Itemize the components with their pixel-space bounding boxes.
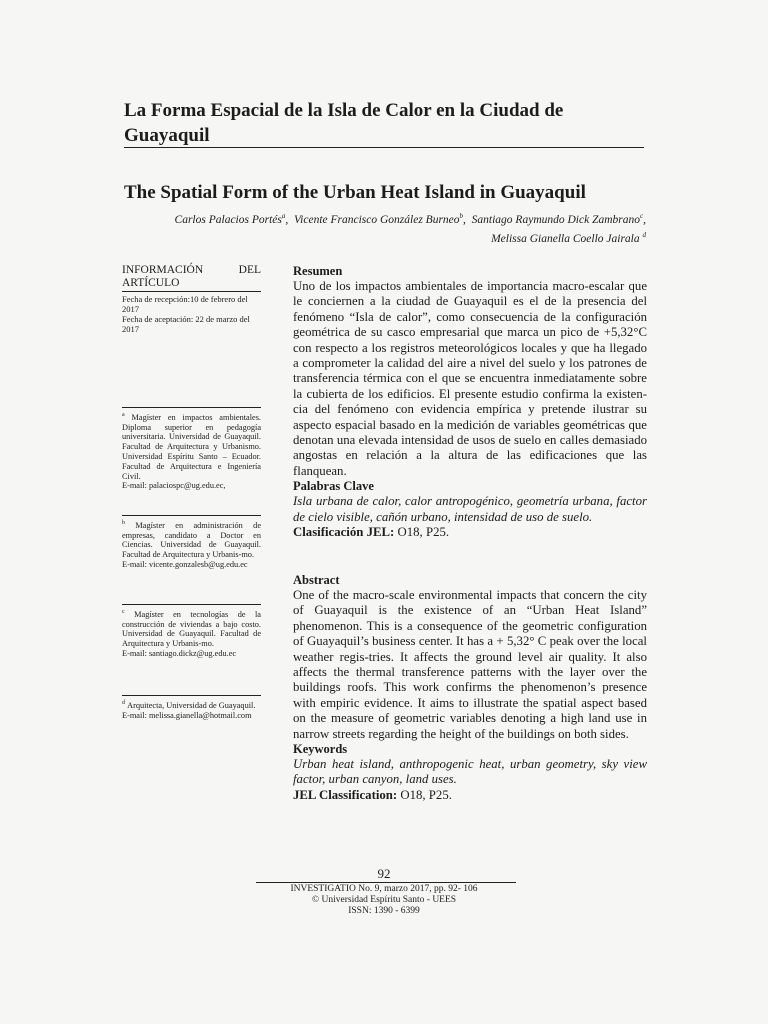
note-text: Magíster en tecnologías de la construcción de viviendas a bajo costo. Universidad de Guayaquil. Facultad de Arquitectura y Urbanis-mo. (122, 609, 261, 649)
author-list: Carlos Palacios Portés$^a$, Vicente Francisco González Burneo$^b$, Santiago Raymundo Dick Zambrano$^c$, Melissa Gianella Coello Jairala $^d$ (174, 212, 646, 245)
affiliation-note-a (122, 407, 261, 491)
accepted-date: Fecha de aceptación: 22 de marzo del 2017 (122, 314, 250, 334)
note-mark: d (122, 700, 125, 706)
palabras-clave-text: Isla urbana de calor, calor antropogénico, geometría urbana, factor de cielo visible, cañón urbano, intensidad de uso de suelo. (293, 494, 647, 524)
resumen-section (293, 264, 647, 541)
author-name: Santiago Raymundo Dick Zambrano (471, 213, 641, 226)
note-email: E-mail: santiago.dickz@ug.edu.ec (122, 648, 237, 658)
jel-line-en (293, 788, 647, 803)
note-mark: b (122, 520, 125, 526)
note-text: Arquitecta, Universidad de Guayaquil. (127, 700, 256, 710)
note-divider (122, 604, 261, 605)
title-divider (124, 147, 644, 148)
author-affiliation-mark: a (281, 212, 286, 220)
note-email: E-mail: melissa.gianella@hotmail.com (122, 710, 252, 720)
palabras-clave-heading: Palabras Clave (293, 479, 374, 494)
copyright-line: © Universidad Espíritu Santo - UEES (311, 895, 457, 905)
page-number: 92 (377, 866, 391, 881)
article-info-divider (122, 291, 261, 292)
author-affiliation-mark: c (640, 212, 644, 220)
keywords-text: Urban heat island, anthropogenic heat, urban geometry, sky view factor, urban canyon, land uses. (293, 757, 647, 787)
note-email: E-mail: vicente.gonzalesb@ug.edu.ec (122, 559, 248, 569)
affiliation-note-d (122, 695, 261, 720)
jel-label-en: JEL Classification: (293, 787, 398, 802)
note-mark: a (122, 412, 125, 418)
note-divider (122, 515, 261, 516)
jel-label-es: Clasificación JEL: (293, 525, 395, 540)
resumen-heading: Resumen (293, 264, 343, 278)
resumen-body: Uno de los impactos ambientales de importancia macro-escalar que le conciernen a la ciudad de Guayaquil es el de la presencia del fenómeno “Isla de calor”, como consecuencia de la configuración geométrica de su casco empresarial que marca un pico de +5,32°C con respecto a los registros meteorológicos locales y que ha llegado a comprometer la calidad del aire a nivel del suelo y los patrones de transferencia térmica con el que se encuentra inmediatamente sobre la cubierta de los edificios. El presente estudio confirma la existen-cia del fenómeno con evidencia empírica y pretende ilustrar su aspecto espacial basado en la medición de variables geométricas que denotan una elevada intensidad de usos de suelo en calles demasiado angostas en relación a la altura de las edificaciones que las flanquean. (293, 279, 647, 478)
affiliation-note-c (122, 604, 261, 659)
author-affiliation-mark: d (642, 230, 646, 239)
note-text: Magíster en administración de empresas, candidato a Doctor en Ciencias. Universidad de Guayaquil. Facultad de Arquitectura y Urbanis-mo. (122, 520, 262, 560)
note-divider (122, 695, 261, 696)
abstract-heading: Abstract (293, 573, 340, 587)
article-info-heading-cont: ARTÍCULO (122, 277, 180, 289)
note-text: Magíster en impactos ambientales. Diploma superior en pedagogía universitaria. Universidad de Guayaquil. Facultad de Arquitectura y Urbanismo. Universidad Espíritu Santo – Ecuador. Facultad de Arquitectura e Ingeniería Civil. (122, 412, 262, 481)
abstract-body: One of the macro-scale environmental impacts that concern the city of Guayaquil is the existence of an “Urban Heat Island” phenomenon. This is a consequence of the geometric configuration of Guayaquil’s business center. It has a + 5,32° C peak over the local weather regis-tries. It affects the ground level air quality. It also affects the thermal transference patterns with the layer over the buildings roofs. This work confirms the phenomenon’s presence with empiric evidence. It aims to illustrate the spatial aspect based on the measure of geometric variables denoting a high land use in narrow streets regarding the height of the buildings on both sides. (293, 588, 647, 741)
abstract-section (293, 573, 647, 803)
jel-value-en: O18, P25. (397, 787, 452, 802)
journal-citation: INVESTIGATIO No. 9, marzo 2017, pp. 92- 106 (290, 884, 478, 894)
author-name: Melissa Gianella Coello Jairala (491, 232, 640, 245)
note-email: E-mail: palaciospc@ug.edu.ec, (122, 481, 226, 491)
title-spanish: La Forma Espacial de la Isla de Calor en la Ciudad de Guayaquil (124, 100, 564, 146)
note-mark: c (122, 609, 125, 615)
jel-line-es (293, 525, 647, 540)
article-info (122, 264, 261, 334)
affiliation-note-b (122, 515, 261, 570)
journal-footer (0, 884, 768, 917)
issn-line: ISSN: 1390 - 6399 (348, 906, 420, 916)
author-name: Vicente Francisco González Burneo (294, 213, 460, 226)
footer-divider (256, 882, 516, 883)
author-affiliation-mark: b (459, 212, 464, 220)
title-english: The Spatial Form of the Urban Heat Island in Guayaquil (124, 182, 586, 203)
keywords-heading: Keywords (293, 742, 348, 757)
jel-value-es: O18, P25. (394, 525, 450, 540)
received-date: Fecha de recepción:10 de febrero del 2017 (122, 294, 248, 314)
author-name: Carlos Palacios Portés (174, 213, 282, 226)
note-divider (122, 407, 261, 408)
article-info-heading: INFORMACIÓN DEL (122, 264, 261, 276)
